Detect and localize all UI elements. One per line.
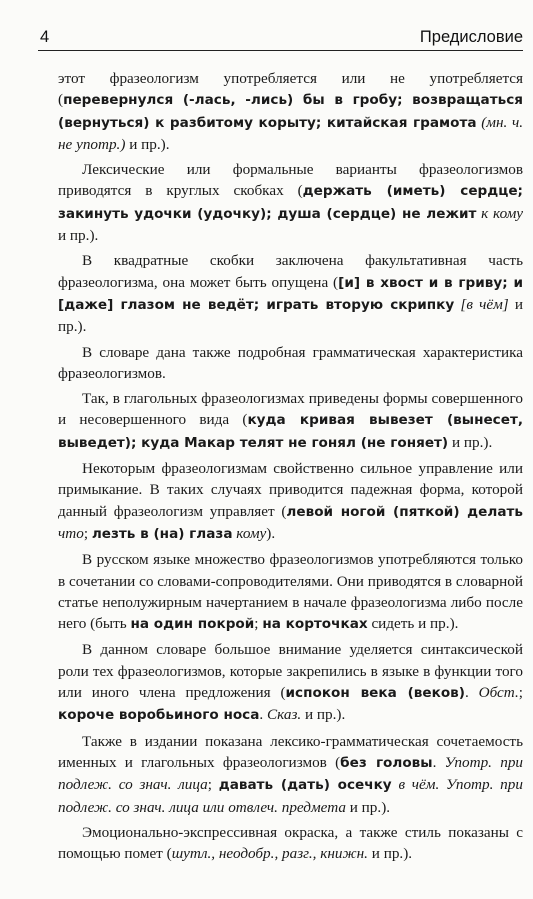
paragraph [58,731,523,818]
idiom-bold: испокон века (веков) [285,685,465,702]
text-run: Некоторым фразеологизмам свойственно сильное управление или примыкание. В таких случаях приводится падежная форма, которой данный фразеологизм управляет ( [58,460,523,520]
text-run: В квадратные скобки заключена факультативная часть фразеологизма, она может быть опущена ( [58,252,523,291]
text-run: ; [254,615,263,633]
note-italic: Употр. при подлеж. со знач. лица [58,753,524,794]
idiom-bold: на корточках [262,616,368,633]
running-header [38,20,523,51]
text-run: и пр.). [345,798,391,816]
text-run: сидеть и пр.). [367,615,459,633]
text-run: . [465,684,479,702]
text-run: ; [83,524,92,542]
paragraph [58,822,523,865]
note-italic: Сказ. [267,706,302,724]
text-run: В словаре дана также подробная грамматическая характеристика фразеологизмов. [58,343,523,382]
note-italic: Обст. [478,684,519,702]
text-run: В русском языке множество фразеологизмов употребляются только в сочетании со словами-сопроводителями. Они приводятся в словарной статье неполужирным начертанием в начале фразеологизма либо после него (быть [58,551,523,633]
text-run: и пр.). [301,706,346,724]
note-italic: в чём. Употр. при подлеж. со знач. лица или отвлеч. предмета [58,776,523,816]
note-italic: [в чём] [460,295,509,313]
idiom-bold: на один покрой [130,616,255,633]
text-run: и пр.). [125,135,170,153]
idiom-bold: давать (дать) осечку [218,777,392,794]
idiom-bold: [и] в хвост и в гриву; и [даже] глазом не ведёт; играть вторую скрипку [58,274,523,313]
paragraph [58,639,523,726]
text-run: . [259,706,268,724]
page-number: 4 [40,28,50,46]
text-run: Лексические или формальные варианты фразеологизмов приводятся в круглых скобках ( [58,161,523,200]
idiom-bold: левой ногой (пяткой) делать [286,503,523,520]
paragraph [58,250,523,337]
text-run: ; [518,684,523,702]
text-run: и пр.). [448,433,493,451]
idiom-bold: короче воробьиного носа [58,707,260,724]
text-run: . [432,753,445,771]
idiom-bold: лезть в (на) глаза [91,525,233,542]
text-run: Так, в глагольных фразеологизмах приведены формы совершенного и несовершенного вида ( [58,390,523,429]
paragraph [58,68,523,155]
paragraph [58,549,523,635]
idiom-bold: куда кривая вывезет (вынесет, выведет); куда Макар телят не гонял (не гоняет) [58,412,523,451]
note-italic: к кому [481,204,524,222]
text-run: Также в издании показана лексико-грамматическая сочетаемость именных и глагольных фразеологизмов ( [58,732,523,771]
section-title: Предисловие [419,28,523,46]
note-italic: кому [236,524,267,542]
paragraph [58,388,523,454]
text-run: и пр.). [58,227,99,245]
text-run: В данном словаре большое внимание уделяется синтаксической роли тех фразеологизмов, которые закрепились в языке в функции того или иного члена предложения ( [58,641,523,702]
note-italic: (мн. ч. не употр.) [58,113,523,153]
paragraph [58,159,523,246]
note-italic: шутл., неодобр., разг., книжн. [171,845,368,863]
page-body [58,68,523,868]
text-run: ; [207,776,219,794]
text-run: и пр.). [367,845,413,863]
text-run: и пр.). [58,295,523,336]
paragraph [58,342,523,385]
text-run: этот фразеологизм употребляется или не употребляется ( [58,70,523,109]
note-italic: что [58,524,84,542]
idiom-bold: перевернулся (-лась, -лись) бы в гробу; возвращаться (вернуться) к разбитому корыту; китайская грамота [58,92,523,131]
text-run: ). [266,524,276,542]
idiom-bold: держать (иметь) сердце; закинуть удочки (удочку); душа (сердце) не лежит [58,183,523,222]
paragraph [58,458,523,545]
idiom-bold: без головы [340,754,433,771]
text-run: Эмоционально-экспрессивная окраска, а также стиль показаны с помощью помет ( [58,823,523,863]
